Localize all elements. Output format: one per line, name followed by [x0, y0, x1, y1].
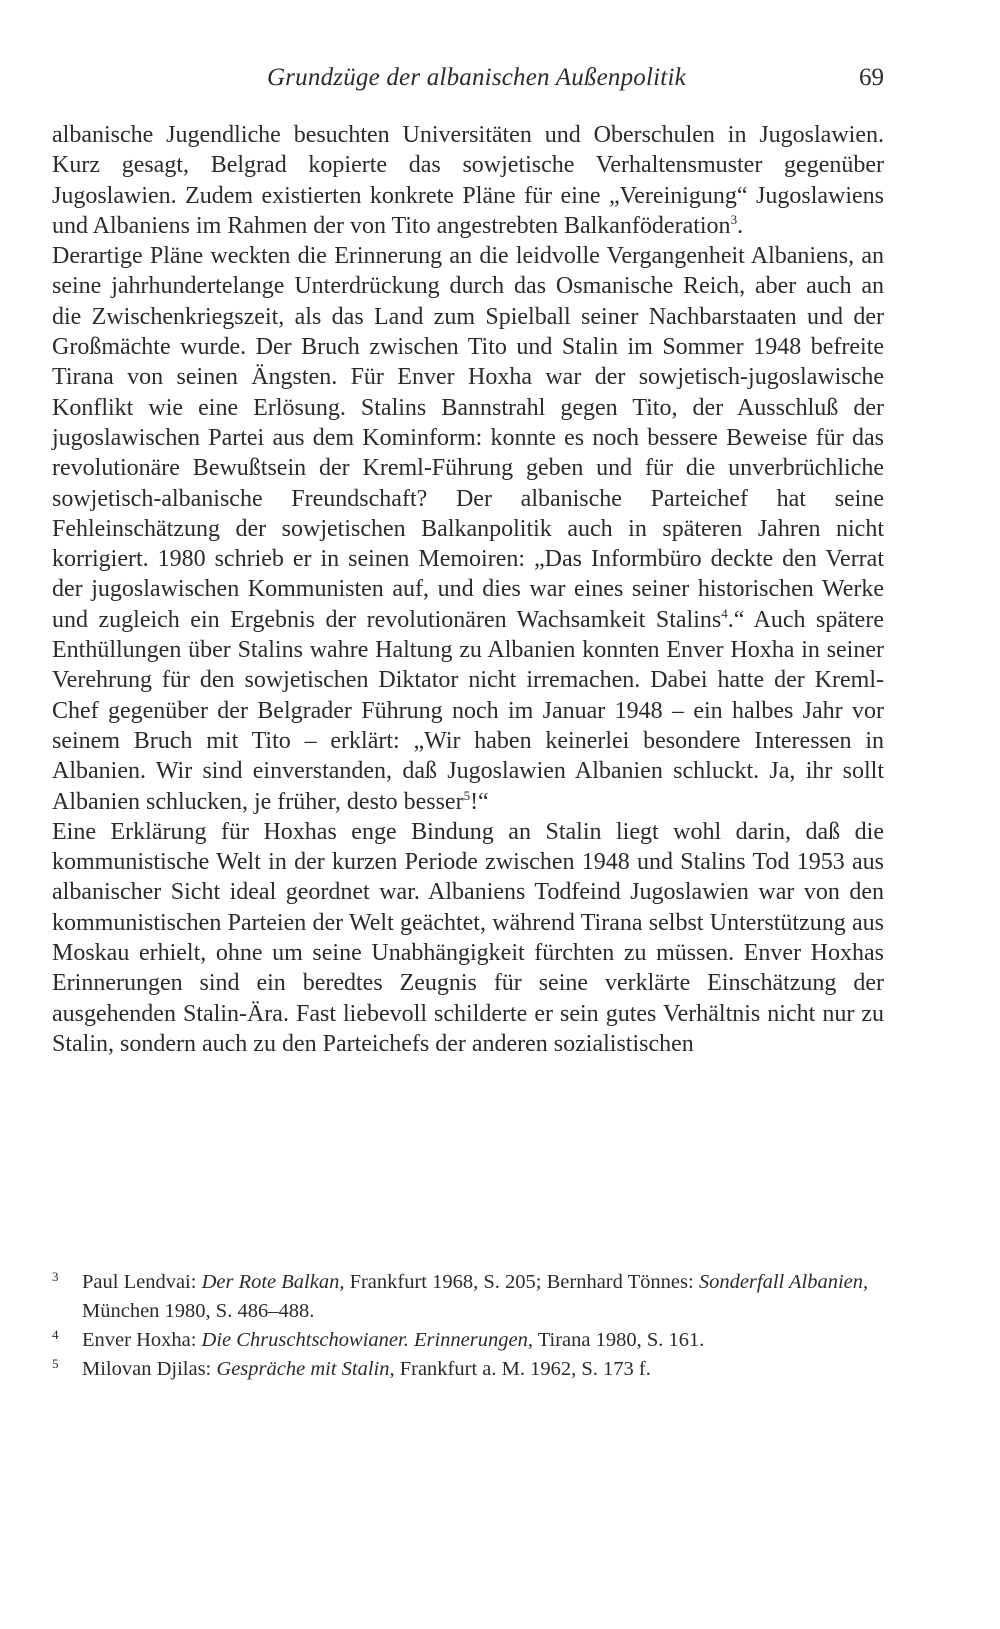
- footnote-ref-5: 5: [463, 787, 471, 803]
- footnote-citation: Frankfurt a. M. 1962, S. 173 f.: [394, 1358, 651, 1380]
- paragraph-3: [52, 817, 884, 1059]
- footnote-author: Enver Hoxha:: [82, 1329, 202, 1351]
- footnote-citation: Tirana 1980, S. 161.: [532, 1329, 705, 1351]
- footnote-citation: München 1980, S. 486–488.: [82, 1300, 315, 1322]
- footnote-author: Milovan Djilas:: [82, 1358, 217, 1380]
- paragraph-text: albanische Jugendliche besuchten Universitäten und Oberschulen in Jugoslawien. Kurz gesagt, Belgrad kopierte das sowjetische Verhaltensmuster gegenüber Jugoslawien. Zudem existierten konkrete Pläne für eine „Vereinigung“ Jugoslawiens und Albaniens im Rahmen der von Tito angestrebten Balkanföderation: [52, 122, 884, 239]
- footnote-ref-4: 4: [721, 605, 728, 621]
- footnote-title: Die Chruschtschowianer. Erinnerungen,: [201, 1329, 533, 1351]
- footnote-title: Gespräche mit Stalin,: [216, 1358, 395, 1380]
- paragraph-1: [52, 120, 884, 241]
- footnote-title: Der Rote Balkan,: [201, 1271, 345, 1293]
- paragraph-text: .: [737, 212, 744, 239]
- paragraph-text: !“: [470, 788, 489, 815]
- footnote-ref-3: 3: [730, 211, 738, 227]
- footnote-citation: Frankfurt 1968, S. 205; Bernhard Tönnes:: [344, 1271, 699, 1293]
- paragraph-text: .“ Auch spätere Enthüllungen über Stalins wahre Haltung zu Albanien konnten Enver Hoxha in seiner Verehrung für den sowjetischen Diktator nicht irremachen. Dabei hatte der Kreml-Chef gegenüber der Belgrader Führung noch im Januar 1948 – ein halbes Jahr vor seinem Bruch mit Tito – erklärt: „Wir haben keinerlei besondere Interessen in Albanien. Wir sind einverstanden, daß Jugoslawien Albanien schluckt. Ja, ihr sollt Albanien schlucken, je früher, desto besser: [52, 606, 884, 815]
- footnote-4: [52, 1326, 884, 1355]
- footnote-number: 4: [52, 1327, 59, 1342]
- footnote-3: [52, 1268, 884, 1326]
- body-text: [52, 120, 884, 1059]
- footnote-title: Sonderfall Albanien,: [698, 1271, 869, 1293]
- paragraph-text: Eine Erklärung für Hoxhas enge Bindung an Stalin liegt wohl darin, daß die kommunistische Welt in der kurzen Periode zwischen 1948 und Stalins Tod 1953 aus albanischer Sicht ideal geordnet war. Albaniens Todfeind Jugoslawien war von den kommunistischen Parteien der Welt geächtet, während Tirana selbst Unterstützung aus Moskau erhielt, ohne um seine Unabhängigkeit fürchten zu müssen. Enver Hoxhas Erinnerungen sind ein beredtes Zeugnis für seine verklärte Einschätzung der ausgehenden Stalin-Ära. Fast liebevoll schilderte er sein gutes Verhältnis nicht nur zu Stalin, sondern auch zu den Parteichefs der anderen sozialistischen: [52, 818, 884, 1057]
- running-title: Grundzüge der albanischen Außenpolitik: [267, 64, 686, 91]
- paragraph-text: Derartige Pläne weckten die Erinnerung an die leidvolle Vergangenheit Albaniens, an seine jahrhundertelange Unterdrückung durch das Osmanische Reich, aber auch an die Zwischenkriegszeit, als das Land zum Spielball seiner Nachbarstaaten und der Großmächte wurde. Der Bruch zwischen Tito und Stalin im Sommer 1948 befreite Tirana von seinen Ängsten. Für Enver Hoxha war der sowjetisch-jugoslawische Konflikt wie eine Erlösung. Stalins Bannstrahl gegen Tito, der Ausschluß der jugoslawischen Partei aus dem Kominform: konnte es noch bessere Beweise für das revolutionäre Bewußtsein der Kreml-Führung geben und für die unverbrüchliche sowjetisch-albanische Freundschaft? Der albanische Parteichef hat seine Fehleinschätzung der sowjetischen Balkanpolitik auch in späteren Jahren nicht korrigiert. 1980 schrieb er in seinen Memoiren: „Das Informbüro deckte den Verrat der jugoslawischen Kommunisten auf, und dies war eines seiner historischen Werke und zugleich ein Ergebnis der revolutionären Wachsamkeit Stalins: [52, 243, 884, 633]
- footnotes: [52, 1268, 884, 1384]
- footnote-number: 3: [52, 1269, 59, 1284]
- page-number: 69: [859, 64, 884, 91]
- footnote-author: Paul Lendvai:: [82, 1271, 202, 1293]
- paragraph-2: [52, 241, 884, 817]
- page-header: [52, 64, 884, 104]
- footnote-number: 5: [52, 1356, 59, 1371]
- footnote-5: [52, 1355, 884, 1384]
